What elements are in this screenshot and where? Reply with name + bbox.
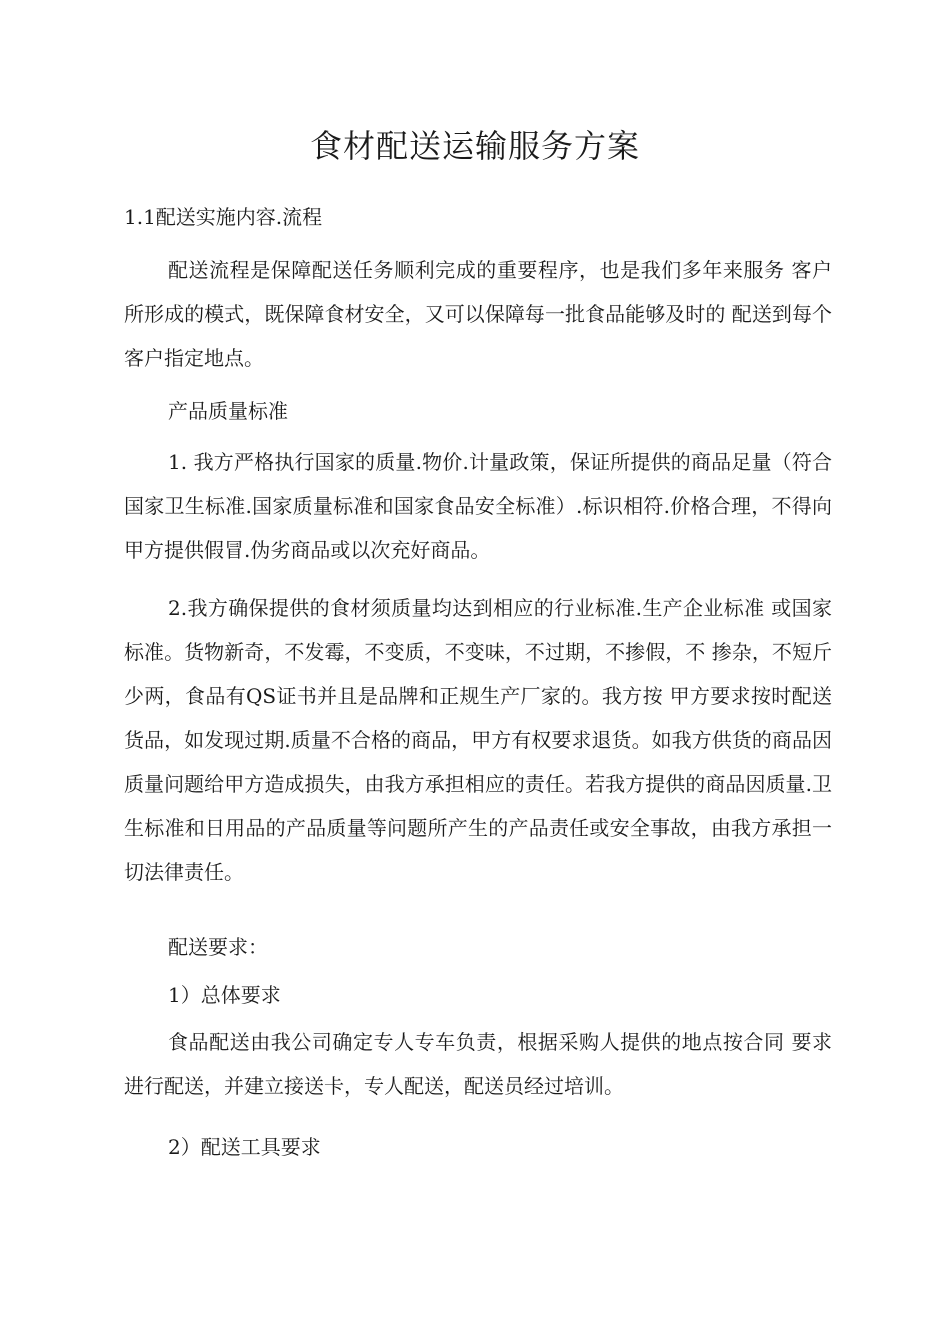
general-requirements-heading: 1）总体要求 [168,983,281,1007]
delivery-requirements-heading: 配送要求： [168,935,268,959]
intro-paragraph: 配送流程是保障配送任务顺利完成的重要程序，也是我们多年来服务 客户所形成的模式，既保障食材安全，又可以保障每一批食品能够及时的 配送到每个客户指定地点。 [124,258,832,370]
quality-standard-heading: 产品质量标准 [168,399,288,423]
document-title: 食材配送运输服务方案 [309,127,640,165]
delivery-tools-heading: 2）配送工具要求 [168,1135,321,1159]
quality-paragraph-2: 2.我方确保提供的食材须质量均达到相应的行业标准.生产企业标准 或国家标准。货物新奇，不发霉，不变质，不变味，不过期，不掺假，不 掺杂，不短斤少两，食品有QS证书并且是品牌和正规生产厂家的。我方按 甲方要求按时配送货品，如发现过期.质量不合格的商品，甲方有权要求退货。如我方供货的商品因质量问题给甲方造成损失，由我方承担相应的责任。若我方提供的商品因质量.卫生标准和日用品的产品质量等问题所产生的产品责任或安全事故，由我方承担一切法律责任。 [124,596,832,884]
section-heading: 1.1配送实施内容.流程 [124,205,323,229]
quality-paragraph-1: 1. 我方严格执行国家的质量.物价.计量政策，保证所提供的商品足量（符合国家卫生标准.国家质量标准和国家食品安全标准）.标识相符.价格合理，不得向甲方提供假冒.伪劣商品或以次充好商品。 [124,450,832,562]
general-requirements-paragraph: 食品配送由我公司确定专人专车负责，根据采购人提供的地点按合同 要求进行配送，并建立接送卡，专人配送，配送员经过培训。 [124,1030,832,1098]
